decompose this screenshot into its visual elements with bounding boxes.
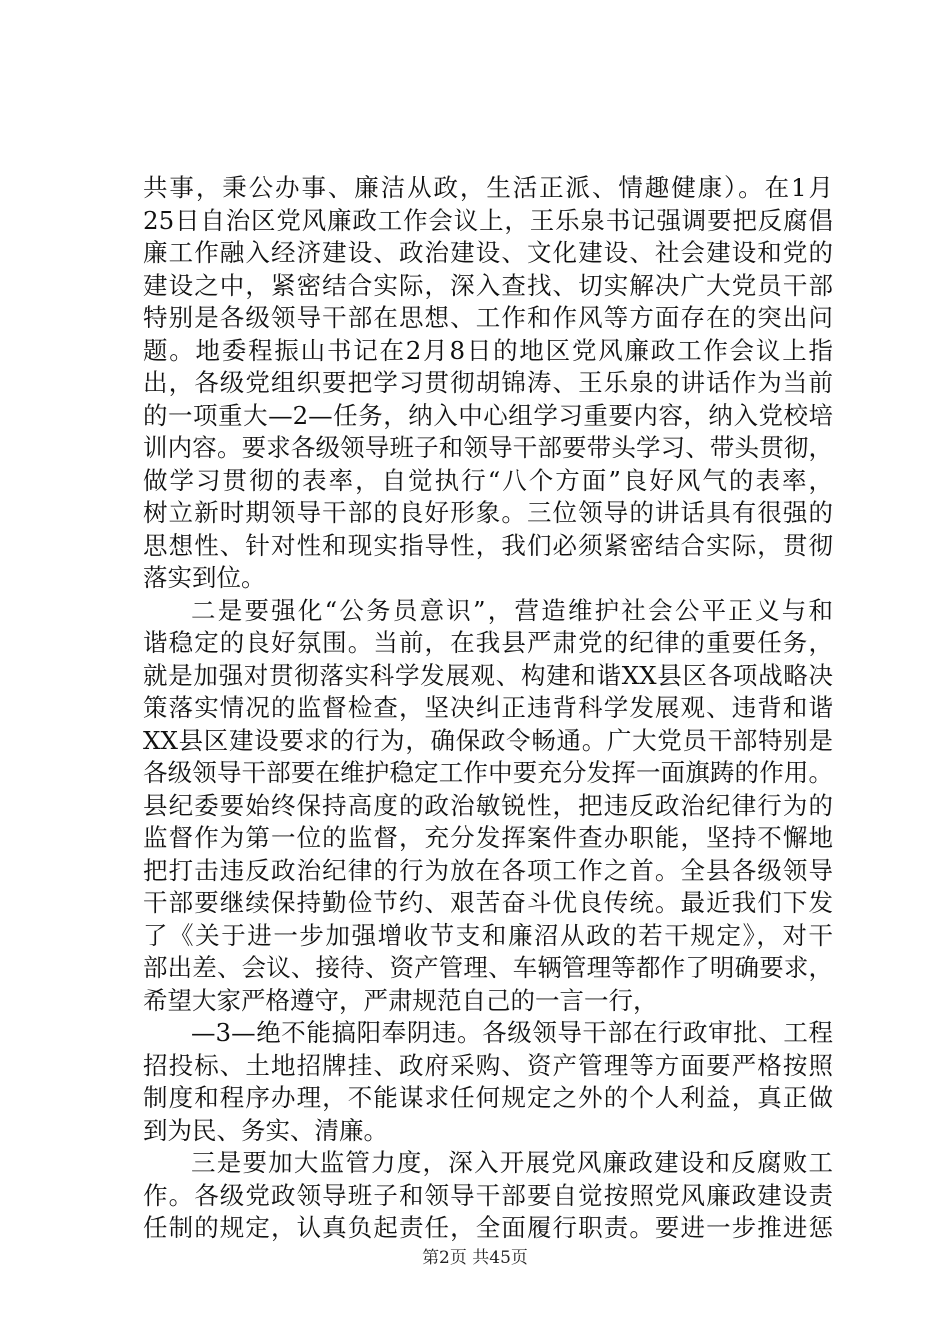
text-line: 把打击违反政治纪律的行为放在各项工作之首。全县各级领导 bbox=[143, 855, 833, 885]
text-line: 干部要继续保持勤俭节约、艰苦奋斗优良传统。最近我们下发 bbox=[143, 888, 833, 917]
text-line: 制度和程序办理，不能谋求任何规定之外的个人利益，真正做 bbox=[143, 1083, 833, 1112]
page-footer: 第2页 共45页 bbox=[422, 1248, 528, 1268]
text-line: 廉工作融入经济建设、政治建设、文化建设、社会建设和党的 bbox=[143, 238, 833, 267]
text-line: 希望大家严格遵守，严肃规范自己的一言一行， bbox=[143, 985, 658, 1015]
text-line: 思想性、针对性和现实指导性，我们必须紧密结合实际，贯彻 bbox=[143, 530, 833, 560]
text-line: 任制的规定，认真负起责任，全面履行职责。要进一步推进惩 bbox=[143, 1213, 833, 1242]
text-line: 的一项重大—2—任务，纳入中心组学习重要内容，纳入党校培 bbox=[143, 400, 833, 430]
text-line: 题。地委程振山书记在2月8日的地区党风廉政工作会议上指 bbox=[143, 335, 833, 365]
text-line: 25日自治区党风廉政工作会议上，王乐泉书记强调要把反腐倡 bbox=[143, 205, 833, 235]
text-line: 三是要加大监管力度，深入开展党风廉政建设和反腐败工 bbox=[191, 1148, 833, 1177]
text-line: 部出差、会议、接待、资产管理、车辆管理等都作了明确要求， bbox=[143, 953, 833, 982]
text-line: 了《关于进一步加强增收节支和廉沼从政的若干规定》，对干 bbox=[143, 920, 833, 950]
text-line: 谐稳定的良好氛围。当前，在我县严肃党的纪律的重要任务， bbox=[143, 628, 833, 657]
text-line: —3—绝不能搞阳奉阴违。各级领导干部在行政审批、工程 bbox=[191, 1018, 833, 1047]
text-line: 县纪委要始终保持高度的政治敏锐性，把违反政治纪律行为的 bbox=[143, 790, 833, 820]
text-line: 就是加强对贯彻落实科学发展观、构建和谐XX县区各项战略决 bbox=[143, 660, 833, 690]
text-line: 训内容。要求各级领导班子和领导干部要带头学习、带头贯彻， bbox=[143, 433, 833, 462]
body-text bbox=[143, 172, 833, 1245]
text-line: 作。各级党政领导班子和领导干部要自觉按照党风廉政建设责 bbox=[143, 1180, 833, 1210]
text-line: 落实到位。 bbox=[143, 563, 266, 592]
text-line: 二是要强化“公务员意识”，营造维护社会公平正义与和 bbox=[191, 595, 833, 625]
text-line: 特别是各级领导干部在思想、工作和作风等方面存在的突出问 bbox=[143, 303, 833, 332]
text-line: 到为民、务实、清廉。 bbox=[143, 1115, 388, 1145]
text-line: XX县区建设要求的行为，确保政令畅通。广大党员干部特别是 bbox=[143, 725, 833, 755]
text-line: 共事，秉公办事、廉洁从政，生活正派、情趣健康）。在1月 bbox=[143, 173, 833, 202]
text-line: 监督作为第一位的监督，充分发挥案件查办职能，坚持不懈地 bbox=[143, 823, 833, 852]
text-line: 树立新时期领导干部的良好形象。三位领导的讲话具有很强的 bbox=[143, 498, 833, 527]
text-line: 做学习贯彻的表率，自觉执行“八个方面”良好风气的表率， bbox=[143, 465, 833, 495]
text-line: 出，各级党组织要把学习贯彻胡锦涛、王乐泉的讲话作为当前 bbox=[143, 368, 833, 397]
text-line: 建设之中，紧密结合实际，深入查找、切实解决广大党员干部 bbox=[143, 270, 833, 300]
text-line: 策落实情况的监督检查，坚决纠正违背科学发展观、违背和谐 bbox=[143, 693, 833, 722]
text-line: 招投标、土地招牌挂、政府采购、资产管理等方面要严格按照 bbox=[143, 1050, 833, 1080]
text-line: 各级领导干部要在维护稳定工作中要充分发挥一面旗踌的作用。 bbox=[143, 758, 833, 787]
